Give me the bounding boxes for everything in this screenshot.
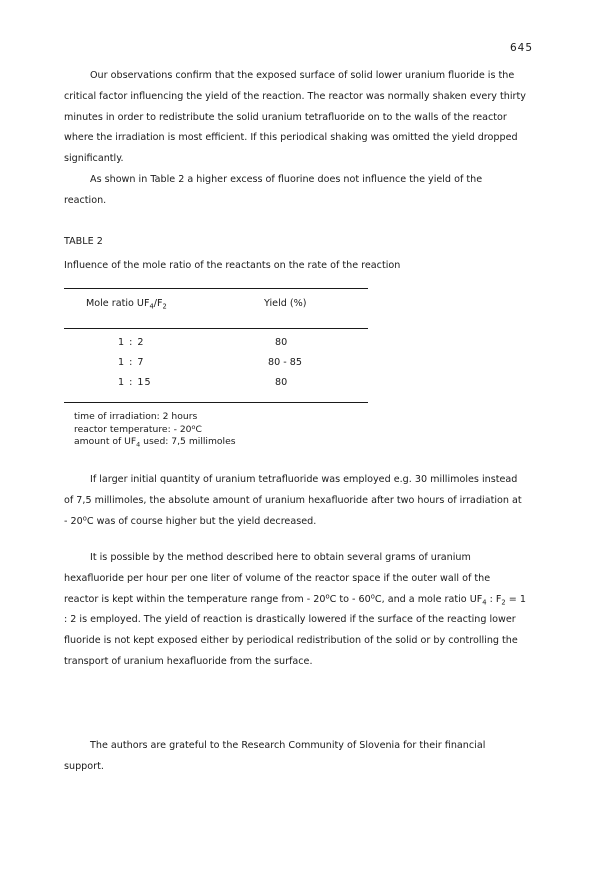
table-header-mole-ratio: Mole ratio $UF_4/F_2$: [86, 298, 167, 311]
table-cell-yield: 80: [275, 337, 288, 348]
table-label: TABLE 2: [64, 236, 103, 247]
table-cell-ratio: 1 : 15: [118, 377, 152, 388]
table-caption: Influence of the mole ratio of the reactants on the rate of the reaction: [64, 260, 401, 271]
table-bottom-rule: [64, 402, 368, 403]
paragraph-method-yield: It is possible by the method described here to obtain several grams of uranium hexafluoride per hour per one liter of volume of the reactor space if the outer wall of the reactor is kept within the temperature range from - 20$^o$C to - 60$^o$C, and a mole ratio $UF_4$ : $F_2 = 1$ : 2 is employed. The yield of reaction is drastically lowered if the surface of the reacting lower fluoride is not kept exposed either by periodical redistribution of the solid or by controlling the transport of uranium hexafluoride from the surface.: [64, 552, 526, 667]
paragraph-observations: Our observations confirm that the exposed surface of solid lower uranium fluoride is the critical factor influencing the yield of the reaction. The reactor was normally shaken every thirty minutes in order to redistribute the solid uranium tetrafluoride on to the walls of the reactor where the irradiation is most efficient. If this periodical shaking was omitted the yield dropped significantly.: [64, 70, 526, 165]
paragraph-table-reference: As shown in Table 2 a higher excess of fluorine does not influence the yield of the reaction.: [64, 174, 483, 206]
paragraph-larger-quantity: If larger initial quantity of uranium tetrafluoride was employed e.g. 30 millimoles instead of 7,5 millimoles, the absolute amount of uranium hexafluoride after two hours of irradiation at - 20$^o$C was of course higher but the yield decreased.: [64, 474, 522, 527]
table-notes: [74, 411, 236, 449]
note-uf4-amount: amount of $UF_4$ used: 7,5 millimoles: [74, 436, 236, 449]
note-irradiation-time: time of irradiation: 2 hours: [74, 411, 198, 422]
note-reactor-temperature: reactor temperature: - 20$^o$C: [74, 422, 202, 435]
table-cell-ratio: 1 : 2: [118, 337, 145, 348]
table-cell-yield: 80 - 85: [268, 357, 302, 368]
table-top-rule: [64, 288, 368, 289]
table-cell-ratio: 1 : 7: [118, 357, 145, 368]
paragraph-acknowledgement: The authors are grateful to the Research Community of Slovenia for their financial support.: [64, 740, 486, 772]
table-header-rule: [64, 328, 368, 329]
table-cell-yield: 80: [275, 377, 288, 388]
page-number: 645: [510, 42, 534, 54]
table-header-yield: Yield (%): [264, 298, 307, 309]
